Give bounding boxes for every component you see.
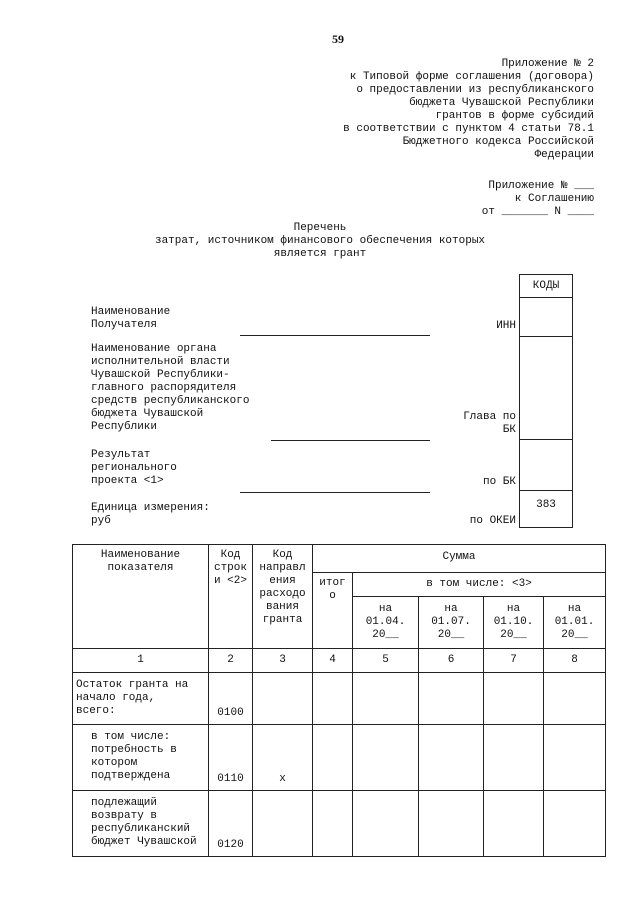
agreement-annex-line: к Соглашению (514, 193, 594, 205)
table-row (73, 673, 606, 725)
annex-line: о предоставлении из республиканского (356, 84, 594, 96)
title-line: затрат, источником финансового обеспечения которых (154, 235, 486, 247)
annex-line: Бюджетного кодекса Российской (402, 136, 594, 148)
table-row (73, 791, 606, 857)
expenses-table (72, 544, 606, 857)
cell-q4[interactable] (544, 673, 606, 725)
authority-field-line (271, 440, 430, 441)
cell-total[interactable] (313, 673, 353, 725)
unit-label: Единица измерения: руб (91, 502, 210, 527)
header-date-q3: на 01.10. 20__ (484, 597, 544, 649)
cell-q2[interactable] (419, 791, 484, 857)
agreement-annex-line: от _______ N ____ (481, 206, 594, 218)
document-title (100, 222, 580, 261)
row-name: в том числе: потребность в котором подтверждена (73, 725, 209, 791)
cell-q3[interactable] (484, 673, 544, 725)
header-date-q4: на 01.01. 20__ (544, 597, 606, 649)
row-direction: x (253, 725, 313, 791)
row-code: 0110 (209, 725, 253, 791)
header-date-q2: на 01.07. 20__ (419, 597, 484, 649)
annex-block (234, 58, 594, 162)
cell-q2[interactable] (419, 673, 484, 725)
header-sum: Сумма (313, 545, 606, 573)
agreement-annex (394, 180, 594, 219)
title-line: Перечень (293, 222, 347, 234)
column-number: 5 (353, 649, 419, 673)
codes-label: КОДЫ (532, 280, 560, 292)
annex-line: к Типовой форме соглашения (договора) (349, 71, 594, 83)
column-number: 1 (73, 649, 209, 673)
title-line: является грант (273, 248, 367, 260)
cell-q1[interactable] (353, 725, 419, 791)
authority-label: Наименование органа исполнительной власти Чувашской Республики- главного распорядителя средств республиканского бюджета Чувашской Республики (91, 343, 250, 433)
recipient-label: Наименование Получателя (91, 306, 171, 331)
codes-header-cell (519, 274, 573, 298)
annex-line: Приложение № 2 (501, 58, 594, 70)
table-row (73, 725, 606, 791)
cell-q3[interactable] (484, 725, 544, 791)
cell-q2[interactable] (419, 725, 484, 791)
cell-q4[interactable] (544, 791, 606, 857)
bk-code-cell (519, 439, 573, 491)
column-number: 6 (419, 649, 484, 673)
cell-q3[interactable] (484, 791, 544, 857)
row-name: Остаток гранта на начало года, всего: (73, 673, 209, 725)
column-number: 3 (253, 649, 313, 673)
header-direction-code: Код направл ения расходо вания гранта (253, 545, 313, 649)
inn-label: ИНН (496, 320, 516, 332)
row-code: 0100 (209, 673, 253, 725)
row-direction (253, 673, 313, 725)
row-direction (253, 791, 313, 857)
cell-total[interactable] (313, 725, 353, 791)
cell-q4[interactable] (544, 725, 606, 791)
column-number: 2 (209, 649, 253, 673)
cell-q1[interactable] (353, 791, 419, 857)
column-number: 7 (484, 649, 544, 673)
row-name: подлежащий возврату в республиканский бюджет Чувашской (73, 791, 209, 857)
annex-line: в соответствии с пунктом 4 статьи 78.1 (343, 123, 594, 135)
bk-label: по БК (482, 476, 516, 488)
page-number: 59 (332, 32, 344, 46)
row-code: 0120 (209, 791, 253, 857)
header-name: Наименование показателя (73, 545, 209, 649)
header-row-code: Код строк и <2> (209, 545, 253, 649)
agreement-annex-line: Приложение № ___ (488, 180, 594, 192)
project-label: Результат регионального проекта <1> (91, 449, 177, 487)
okei-code-cell (519, 490, 573, 528)
chapter-label: Глава по БК (463, 411, 516, 436)
annex-line: грантов в форме субсидий (435, 110, 594, 122)
okei-code: 383 (536, 499, 556, 511)
column-number: 8 (544, 649, 606, 673)
inn-code-cell (519, 297, 573, 337)
header-including: в том числе: <3> (353, 573, 606, 597)
header-total: итог о (313, 573, 353, 649)
column-number-row (73, 649, 606, 673)
header-date-q1: на 01.04. 20__ (353, 597, 419, 649)
okei-label: по ОКЕИ (469, 515, 516, 527)
cell-q1[interactable] (353, 673, 419, 725)
cell-total[interactable] (313, 791, 353, 857)
column-number: 4 (313, 649, 353, 673)
annex-line: Федерации (534, 149, 594, 161)
annex-line: бюджета Чувашской Республики (409, 97, 594, 109)
chapter-code-cell (519, 336, 573, 440)
recipient-field-line (240, 335, 430, 336)
project-field-line (240, 492, 430, 493)
